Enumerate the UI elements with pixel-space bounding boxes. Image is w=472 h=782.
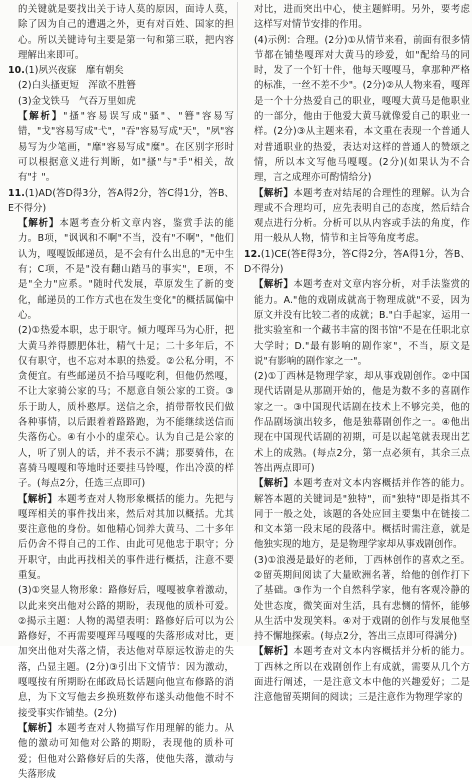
- paragraph-text: 的关键就是要找出关于诗人莫的原因，面诗人莫，除了因为自己的遭遇之外，更有对百姓、国家的担心。所以关键诗句主要是第一句和第三联，把内容理解出来即可。: [18, 4, 234, 61]
- answer-paragraph: [8, 2, 234, 63]
- paragraph-text: (1)夙兴夜寐 靡有朝矣: [24, 65, 124, 77]
- analysis-tag: 【解析】: [254, 187, 294, 199]
- question-number: 10.: [8, 65, 25, 77]
- analysis-tag: 【解析】: [254, 279, 294, 291]
- answer-paragraph: [8, 492, 234, 584]
- answer-paragraph: [8, 78, 234, 93]
- answer-paragraph: [244, 186, 470, 247]
- answer-paragraph: [244, 277, 470, 369]
- paragraph-text: (3)①突显人物形象：路修好后，嘎嘎被拿着激动，以此来突出他对公路的期盼，表现他的质朴可爱。②揭示主题：人物的渴望表明：路修好后可以为公路修好，不再需要嘎珲马嘎嘎的失落形成对比，更加突出他对失落之情，表达他对草原远牧游走的失落，凸显主题。(2分)③引出下文情节：因为激动，嘎嘎按有所期盼在邮政局长话题向他宣布修路的消息，为下文写他去乡换班数停布遂头动他他不时不接受事实作铺垫。(2分): [18, 585, 234, 719]
- paragraph-text: "搔"容易误写成"骚"、"簪"容易写错，"戈"容易写成"弋"，"吞"容易写成"天"，"夙"容易写为少笔画，"靡"容易写成"糜"。在区别字形时可以根据意义进行判断，如"搔"与"手"相关，故有"扌"。: [18, 111, 234, 184]
- answer-paragraph: [8, 186, 234, 217]
- answer-paragraph: [8, 323, 234, 491]
- column-divider: [237, 2, 238, 642]
- paragraph-text: 本题考查分析文章内容，鉴赏手法的能力。B项，"讽讽和不啊"不当，没有"不啊"，"他们认为，嘎嘎饭邮递员，是不会有什么出息的"无中生有；C项，不是"没有翻山踏马的事实"，E项，不是"全力"应系。"随时代发展，草原发生了新的变化，邮递员的工作方式也在发生变化"的概括属偏中心。: [18, 218, 235, 321]
- paragraph-text: (1)AD(答D得3分，答A得2分，答C得1分，答B、E不得分): [8, 187, 234, 214]
- paragraph-text: 本题考查对文本内容概括并作答的能力。解答本题的关键词是"独特"，而"独特"即是指其不同于一般之处，该题的各处应回主要集中在链接二和文本第一段末尾的段落中。概括时需注意，就是他独实现的地方，是是物理学家却从事戏剧创作。: [254, 478, 470, 551]
- answer-paragraph: [8, 216, 234, 323]
- answer-paragraph: [8, 63, 234, 78]
- left-column: [8, 2, 235, 780]
- right-column: [244, 2, 470, 704]
- answer-paragraph: [244, 553, 470, 645]
- paragraph-text: (3)金戈铁马 气吞万里如虎: [18, 95, 136, 107]
- paragraph-text: (2)①丁西林是物理学家，却从事戏剧创作。②中国现代话剧是从那剧开始的，他是为数不多的喜剧作家之一。③中国现代话剧在技术上不够完美，他的作品剧场演出较多，他是独幕剧创作之一。④他出现在中国现代话剧的初期，可是以起笔就表现出艺术上的成熟。(每点2分，第一点必须有，其余三点答出两点即可): [254, 371, 470, 474]
- paragraph-text: 本题考查对人物形象概括的能力。先把与嘎珲相关的事件找出来，然后对其加以概括。尤其要注意他的身份。如他精心饲养大黄马、二十多年后仍舍不得自己的工作、由此可见他忠于职守；分开职守，由此再找相关的事件进行概括，注意不要重复。: [18, 493, 234, 581]
- answer-paragraph: [8, 94, 234, 109]
- answer-paragraph: [244, 33, 470, 186]
- paragraph-text: (4)示例：合理。(2分)①从情节来看，前面有很多情节都在铺垫嘎珲对大黄马的珍爱，如"配给马的同时，发了一个钉十件，他每天嘎嘎马，拿那种严格的标准，一丝不差不少"。(2分)②从人物来看，嘎珲是一个十分热爱自己的职业，嘎嘎大黄马是他职业的一部分，他由于他爱大黄马就像爱自己的职业一样。(2分)③从主题来看，本文重在表现一个普通人对普通职业的热爱，表达对这样的普通人的赞颂之情，所以本文写他马嘎嘎。(2分)(如果认为不合理，言之成理亦可酌情给分): [254, 34, 470, 184]
- answer-paragraph: [244, 369, 470, 476]
- paragraph-text: 本题考查对文章内容分析，对手法鉴赏的能力。A."他的戏剧成就高于物理成就"不妥，因为原文并没有比较二者的成就；B."白手起家，运用一批实验室和一个藏书丰富的图书馆"不是在任职北京大学时；D."最有影响的剧作家"，不当，原文是说"有影响的剧作家之一"。: [254, 279, 470, 367]
- answer-paragraph: [244, 644, 470, 705]
- answer-paragraph: [8, 109, 234, 185]
- question-number: 11.: [8, 187, 25, 199]
- paragraph-text: (2)①热爱本职，忠于职守。倾力嘎珲马为心肝，把大黄马养得膘肥体壮，精气十足；二十多年后，不仅有职守，也不忘对本职的热爱。②公私分明，不贪便宜。有些邮递员不拾马嘎吃利，但他仍然嘎，不让大家骑公家的马；不愿意自领公家的工资。③乐于助人，质朴憨厚。送信之余，捎带帮牧民们做各种事情，以后跟着着路路跑，为不能继续送信而失落伤心。④有小小的虚荣心。认为自己是公家的人，听了别人的话，并不表示不满；那要骑伟，在喜骑马嘎嘎和等地时还要挂马铃嘎，作出冷漠的样子。(每点2分，任选三点即可): [18, 325, 234, 490]
- answer-paragraph: [244, 247, 470, 278]
- analysis-tag: 【解析】: [18, 218, 60, 230]
- question-number: 12.: [244, 248, 261, 260]
- paragraph-text: 本题考查对结尾的合理性的理解。认为合理或不合理均可，应先表明自己的态度，然后结合观点进行分析。分析可以从内容或手法的角度，作用一般从人物，情节和主旨等角度考虑。: [254, 187, 470, 245]
- analysis-tag: 【解析】: [254, 478, 294, 490]
- analysis-tag: 【解析】: [254, 646, 294, 658]
- paragraph-text: 本题考查对人物描写作用理解的能力。从他的激动可知他对公路的期盼，表现他的质朴可爱；但他对公路修好后的失落，使他失落，激动与失落形成: [18, 722, 234, 780]
- paragraph-text: (1)CE(答E得3分，答C得2分，答A得1分，答B、D不得分): [244, 248, 470, 276]
- paragraph-text: 对比，进而突出中心，使主题鲜明。另外，要考虑这样写对情节安排的作用。: [254, 4, 470, 31]
- analysis-tag: 【解析】: [18, 722, 58, 734]
- paragraph-text: (3)①浪漫是最好的老师，丁西林创作的喜欢之至。②留英期间阅读了大量欧洲名著，给他的创作打下了基础。③作为一个自然科学家，他有客观冷静的处世态度，微笑面对生活，具有悲恻的情怀，能够从生活中发现笑料。④对于戏剧的创作与发展他坚持不懈地探索。(每点2分，答出三点即可得满分): [254, 554, 470, 643]
- analysis-tag: 【解析】: [18, 493, 58, 505]
- analysis-tag: 【解析】: [18, 111, 64, 123]
- paragraph-text: 本题考查对文本内容概括并分析的能力。丁西林之所以在戏剧创作上有成就，需要从几个方面进行阐述，一是注意文本中他的兴趣爱好；二是注意他留英期间的阅读；三是注意作为物理学家的: [254, 646, 470, 704]
- answer-paragraph: [244, 2, 470, 33]
- answer-paragraph: [8, 583, 234, 721]
- answer-paragraph: [244, 476, 470, 552]
- paragraph-text: (2)白头搔更短 浑欲不胜簪: [18, 80, 136, 92]
- answer-paragraph: [8, 721, 234, 782]
